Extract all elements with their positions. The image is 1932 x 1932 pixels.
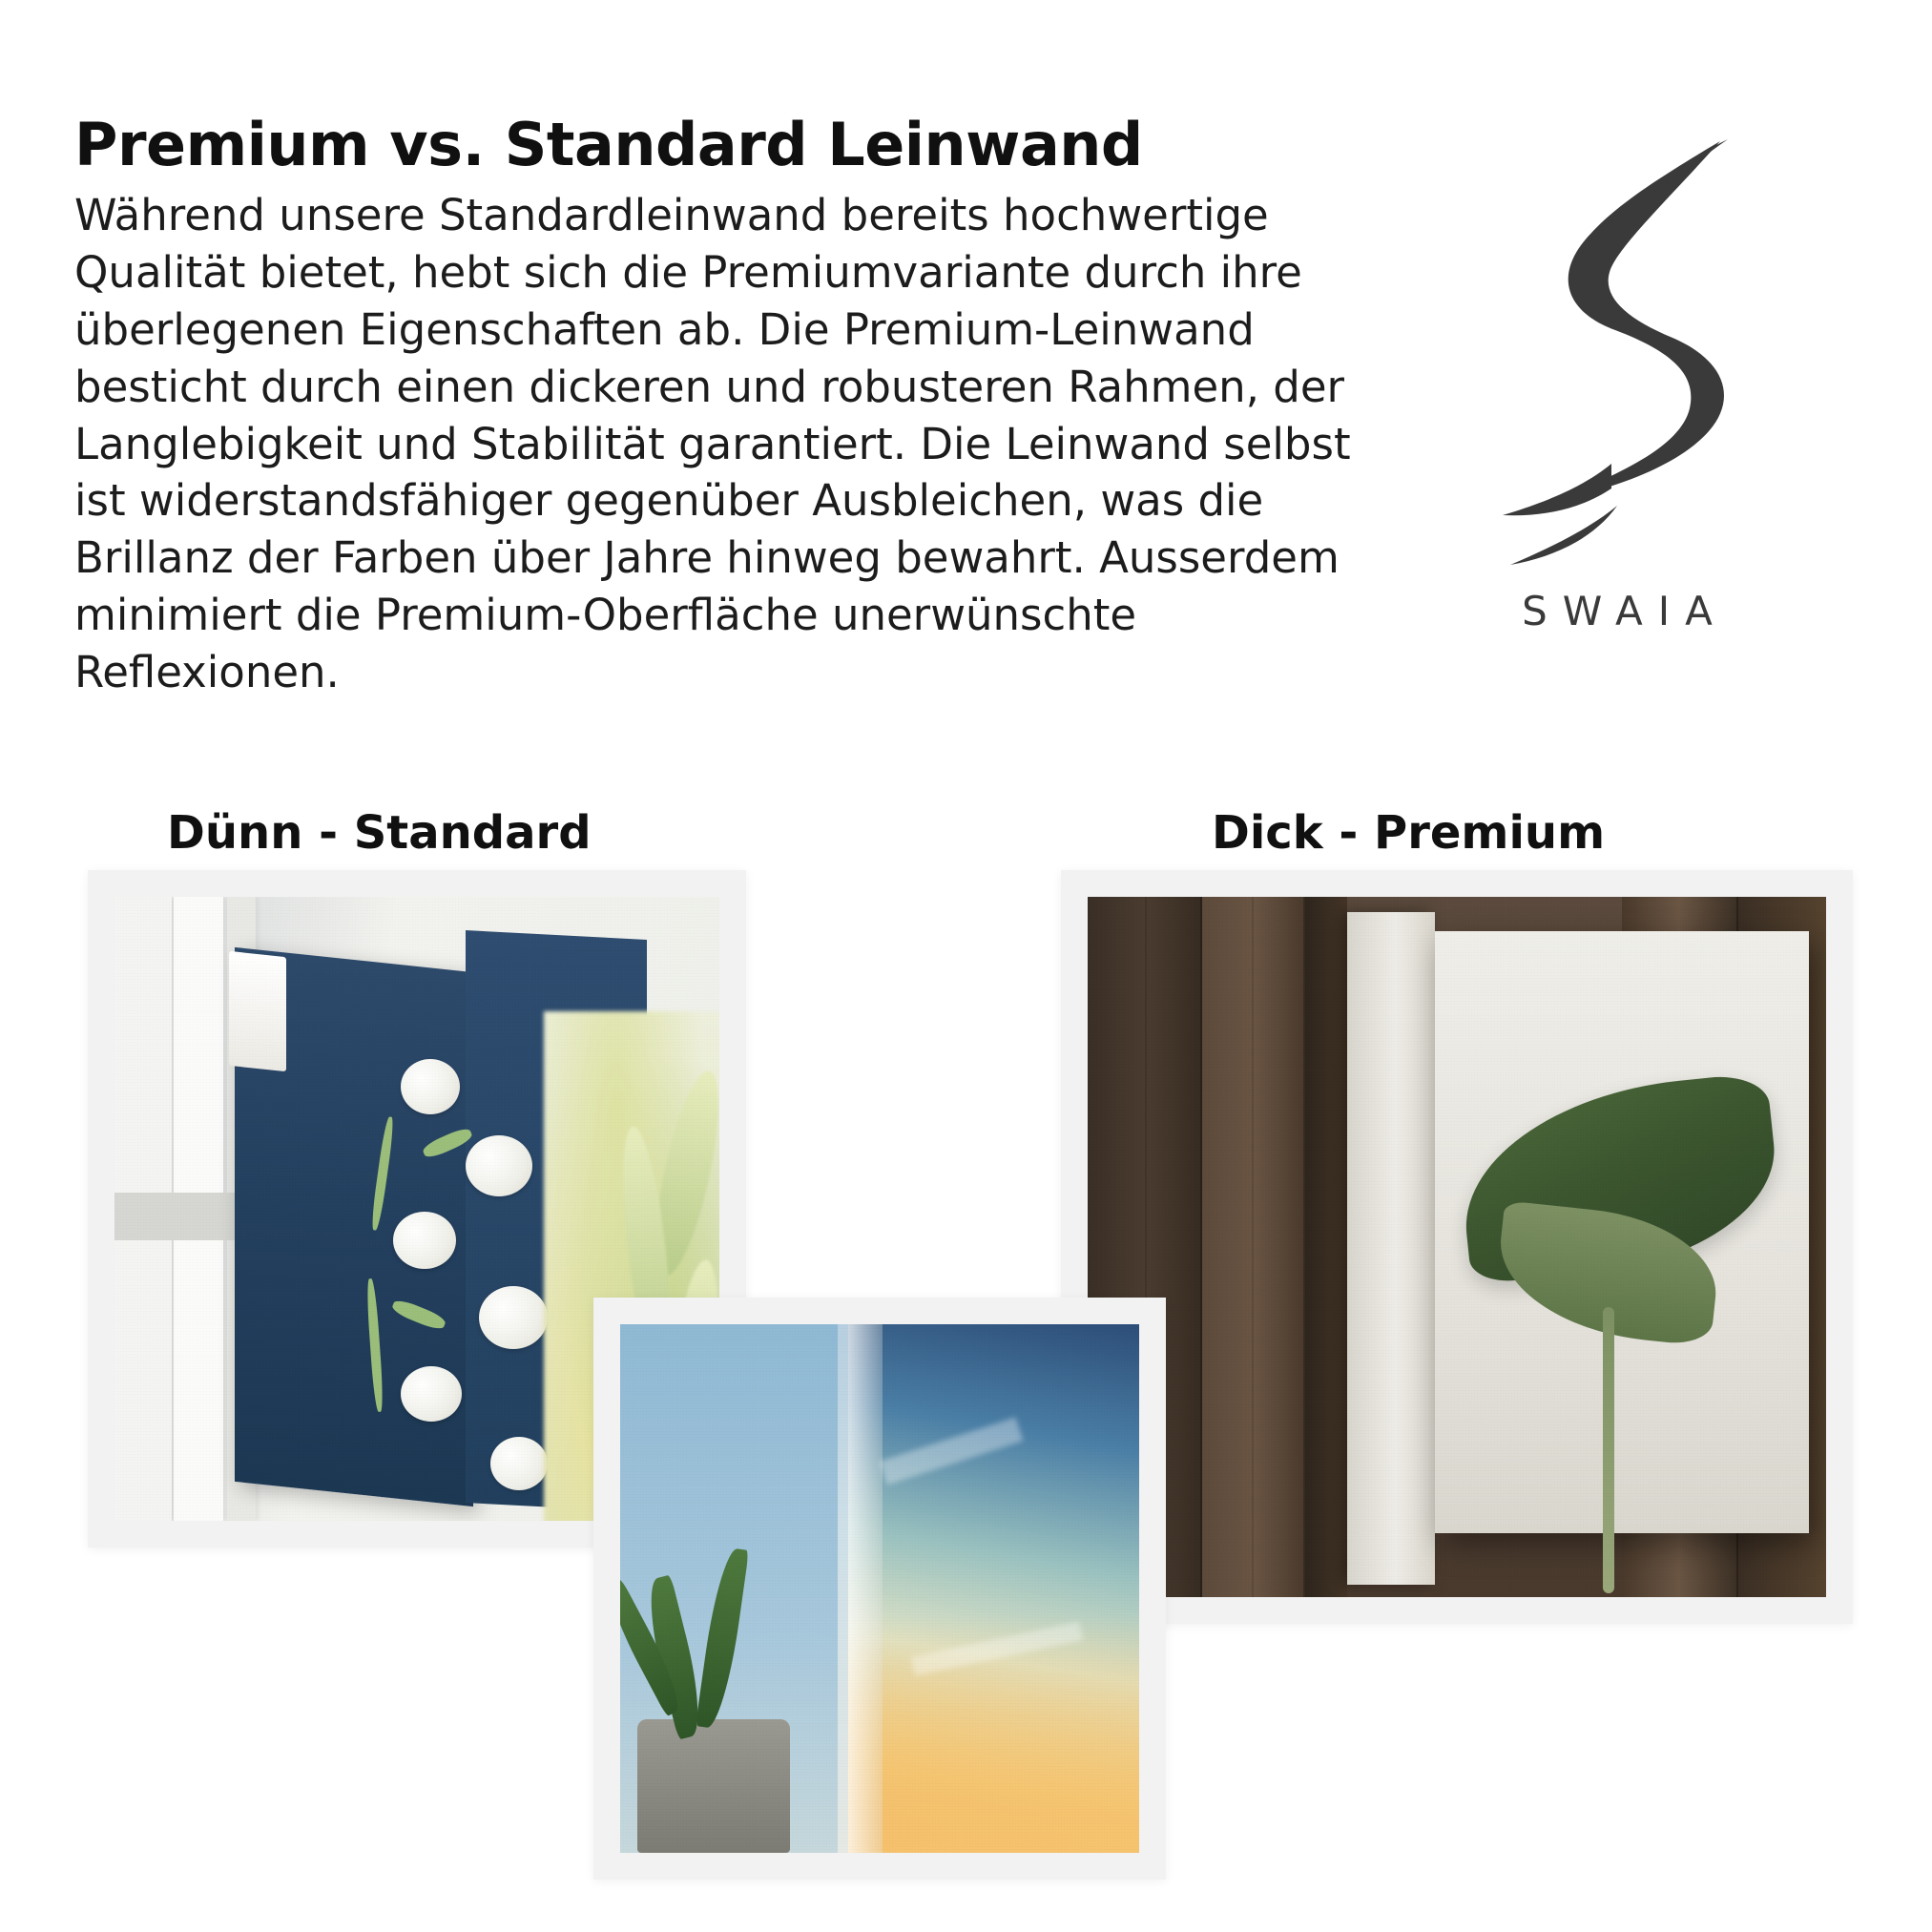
blossom-shape	[401, 1059, 460, 1114]
label-standard: Dünn - Standard	[167, 806, 592, 860]
wood-grain-line	[1303, 897, 1305, 1597]
photo-card-premium	[1061, 870, 1853, 1624]
blossom-shape	[479, 1286, 548, 1349]
canvas-thin-edge	[848, 1324, 883, 1853]
blossom-shape	[466, 1135, 532, 1196]
plant-pot	[637, 1719, 790, 1853]
blossom-shape	[401, 1366, 462, 1422]
artwork-surface	[848, 1324, 1139, 1853]
wood-plank	[1202, 897, 1305, 1597]
wood-plank	[1305, 897, 1347, 1597]
brand-name: SWAIA	[1522, 588, 1728, 634]
swaia-s-swoosh-logo-icon	[1493, 134, 1741, 582]
blossom-shape	[393, 1212, 456, 1269]
canvas-thin-edge	[229, 951, 286, 1071]
stem-shape	[1603, 1307, 1614, 1593]
page-title: Premium vs. Standard Leinwand	[74, 110, 1143, 179]
wood-grain-line	[1252, 897, 1254, 1597]
header-block	[74, 110, 1429, 701]
photo-card-center	[593, 1298, 1166, 1880]
intro-paragraph: Während unsere Standardleinwand bereits hochwertige Qualität bietet, hebt sich die Premiumvariante durch ihre überlegenen Eigenschaften ab. Die Premium-Leinwand besticht durch einen dickeren und robusteren Rahmen, der Langlebigkeit und Stabilität garantiert. Die Leinwand selbst ist widerstandsfähiger gegenüber Ausbleichen, was die Brillanz der Farben über Jahre hinweg bewahrt. Ausserdem minimiert die Premium-Oberfläche unerwünschte Reflexionen.	[74, 190, 1351, 697]
brand-logo	[1465, 134, 1770, 634]
canvas-thick-edge	[1347, 912, 1435, 1585]
photo-canvas-edge-detail	[620, 1324, 1139, 1853]
label-premium: Dick - Premium	[1212, 806, 1606, 860]
wood-grain-line	[1200, 897, 1202, 1597]
photo-premium-canvas	[1088, 897, 1826, 1597]
blossom-shape	[490, 1437, 548, 1490]
